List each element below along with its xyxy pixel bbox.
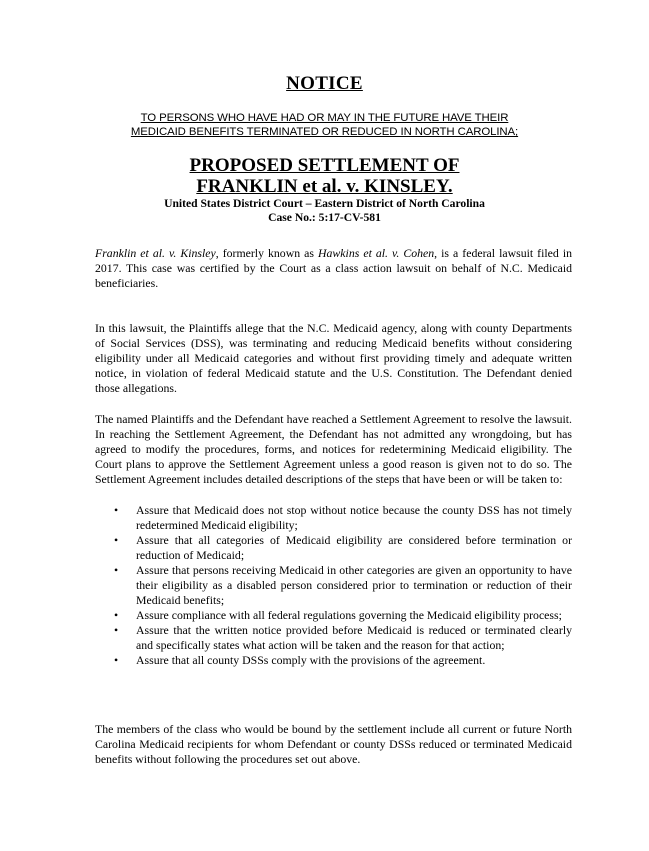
list-item-text: Assure that persons receiving Medicaid in other categories are given an opportunity to have their eligibility as a disabled person considered prior to termination or reduction of their Medicaid benefits; [136,563,572,607]
bullet-icon: • [114,608,119,622]
subheading-line-2: MEDICAID BENEFITS TERMINATED OR REDUCED IN NORTH CAROLINA; [130,126,519,138]
list-item-text: Assure compliance with all federal regulations governing the Medicaid eligibility process; [136,608,562,622]
bullet-icon: • [114,563,119,577]
allegations-paragraph: In this lawsuit, the Plaintiffs allege that the N.C. Medicaid agency, along with county Departments of Social Services (DSS), was terminating and reducing Medicaid benefits without considering eligibility under all Medicaid categories and without first providing timely and adequate written notice, in violation of federal Medicaid statute and the U.S. Constitution. The Defendant denied those allegations. [95,321,572,395]
case-name-italic: Franklin et al. v. Kinsley [95,246,216,260]
bullet-icon: • [114,503,119,517]
list-item [95,608,572,623]
list-item-text: Assure that Medicaid does not stop without notice because the county DSS has not timely redetermined Medicaid eligibility; [136,503,572,532]
settlement-title [0,155,649,197]
steps-list [95,503,572,668]
list-item [95,503,572,533]
notice-subheading [0,111,649,139]
bullet-icon: • [114,533,119,547]
former-case-name-italic: Hawkins et al. v. Cohen [318,246,435,260]
bullet-icon: • [114,653,119,667]
list-item-text: Assure that all county DSSs comply with the provisions of the agreement. [136,653,486,667]
court-info [0,197,649,225]
list-item [95,653,572,668]
list-item [95,623,572,653]
notice-title: NOTICE [286,73,363,94]
settlement-title-line-2: FRANKLIN et al. v. KINSLEY. [196,176,453,197]
intro-paragraph [95,246,572,291]
settlement-title-line-1: PROPOSED SETTLEMENT OF [189,155,460,176]
court-name: United States District Court – Eastern District of North Carolina [164,197,485,210]
settlement-paragraph: The named Plaintiffs and the Defendant have reached a Settlement Agreement to resolve the lawsuit. In reaching the Settlement Agreement, the Defendant has not admitted any wrongdoing, but has agreed to modify the procedures, forms, and notices for redetermining Medicaid eligibility. The Court plans to approve the Settlement Agreement unless a good reason is given not to do so. The Settlement Agreement includes detailed descriptions of the steps that have been or will be taken to: [95,412,572,486]
list-item-text: Assure that all categories of Medicaid eligibility are considered before termination or reduction of Medicaid; [136,533,572,562]
intro-text-b: , is a federal lawsuit filed in 2017. This case was certified by the Court as a class action lawsuit on behalf of N.C. Medicaid beneficiaries. [95,246,572,290]
intro-text-a: , formerly known as [215,246,319,260]
list-item [95,533,572,563]
list-item [95,563,572,608]
bullet-icon: • [114,623,119,637]
case-number: Case No.: 5:17-CV-581 [268,211,381,224]
list-item-text: Assure that the written notice provided before Medicaid is reduced or terminated clearly and specifically states what action will be taken and the reason for that action; [136,623,572,652]
subheading-line-1: TO PERSONS WHO HAVE HAD OR MAY IN THE FUTURE HAVE THEIR [140,112,509,124]
class-members-paragraph: The members of the class who would be bound by the settlement include all current or future North Carolina Medicaid recipients for whom Defendant or county DSSs reduced or terminated Medicaid benefits without following the procedures set out above. [95,722,572,766]
